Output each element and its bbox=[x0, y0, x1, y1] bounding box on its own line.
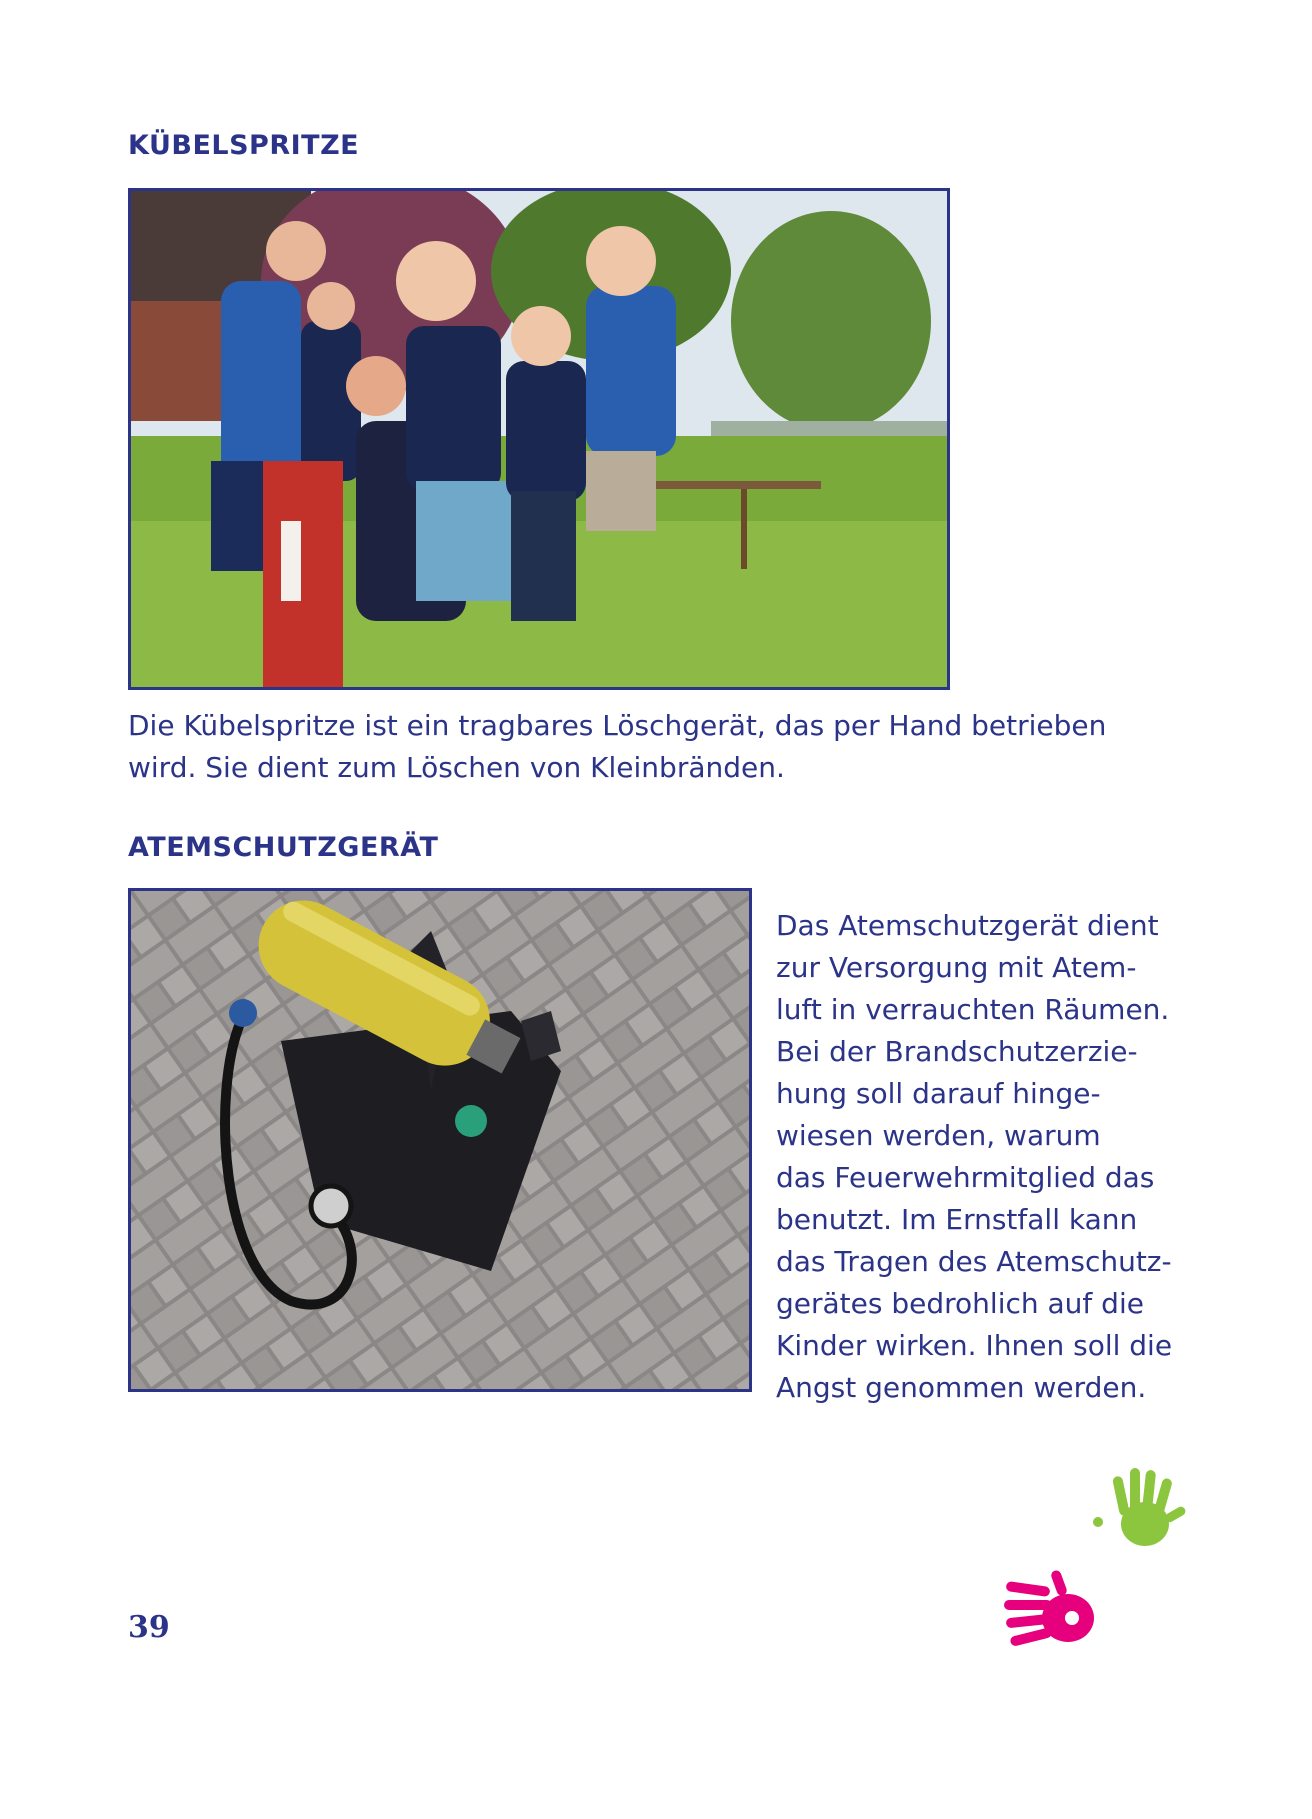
paragraph-kuebelspritze bbox=[128, 705, 1228, 789]
text-line: benutzt. Im Ernstfall kann bbox=[776, 1203, 1138, 1236]
section-heading-atemschutzgeraet: ATEMSCHUTZGERÄT bbox=[128, 832, 439, 863]
section-heading-kuebelspritze: KÜBELSPRITZE bbox=[128, 130, 360, 161]
green-handprint-icon bbox=[1090, 1462, 1190, 1562]
text-line: das Tragen des Atemschutz- bbox=[776, 1245, 1172, 1278]
text-line: Angst genommen werden. bbox=[776, 1371, 1147, 1404]
text-line: zur Versorgung mit Atem- bbox=[776, 951, 1137, 984]
text-line: wird. Sie dient zum Löschen von Kleinbränden. bbox=[128, 751, 785, 784]
photo-children-with-bucket-pump bbox=[128, 188, 950, 690]
photo-scene-children bbox=[131, 191, 947, 687]
text-line: Bei der Brandschutzerzie- bbox=[776, 1035, 1138, 1068]
text-line: hung soll darauf hinge- bbox=[776, 1077, 1101, 1110]
photo-breathing-apparatus bbox=[128, 888, 752, 1392]
paragraph-atemschutzgeraet bbox=[776, 905, 1296, 1409]
text-line: das Feuerwehrmitglied das bbox=[776, 1161, 1155, 1194]
text-line: gerätes bedrohlich auf die bbox=[776, 1287, 1144, 1320]
pink-handprint-icon bbox=[1000, 1566, 1110, 1666]
photo-scene-apparatus bbox=[131, 891, 749, 1389]
text-line: Kinder wirken. Ihnen soll die bbox=[776, 1329, 1173, 1362]
page-number: 39 bbox=[128, 1610, 170, 1645]
text-line: Die Kübelspritze ist ein tragbares Löschgerät, das per Hand betrieben bbox=[128, 709, 1107, 742]
text-line: luft in verrauchten Räumen. bbox=[776, 993, 1170, 1026]
text-line: wiesen werden, warum bbox=[776, 1119, 1101, 1152]
text-line: Das Atemschutzgerät dient bbox=[776, 909, 1159, 942]
